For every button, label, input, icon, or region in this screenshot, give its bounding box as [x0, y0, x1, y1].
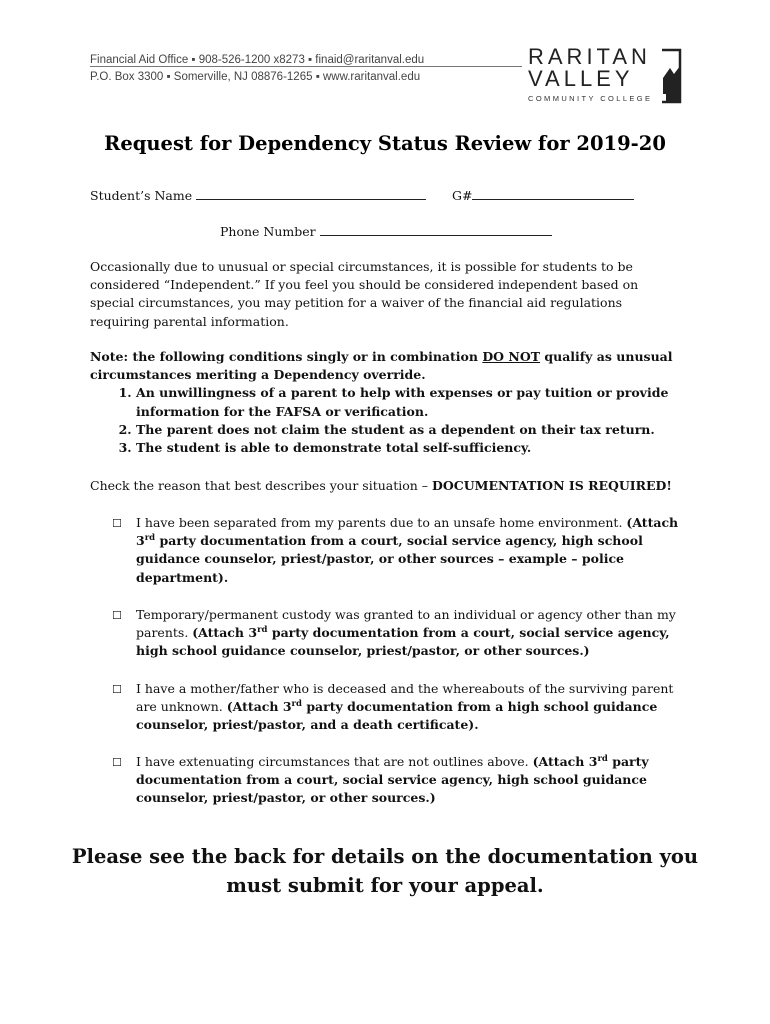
option-text — [136, 680, 682, 735]
ordinal-suffix: rd — [597, 753, 608, 764]
phone-blank[interactable] — [320, 222, 552, 236]
reason-option-deceased-parent — [112, 680, 682, 735]
logo-word-valley: VALLEY — [528, 66, 634, 91]
contact-info — [90, 52, 424, 86]
attach-suffix: party documentation from a court, social service agency, high school guidance counselor, priest/pastor, or other sources.) — [136, 754, 649, 806]
condition-item: 1. An unwillingness of a parent to help with expenses or pay tuition or provide information for the FAFSA or verification. — [136, 384, 680, 420]
page-title: Request for Dependency Status Review for 2019-20 — [104, 132, 666, 155]
mountain-logo-icon — [660, 48, 682, 104]
g-number-field — [452, 186, 634, 203]
condition-item: 3. The student is able to demonstrate total self-sufficiency. — [136, 439, 680, 457]
option-plain-text: I have extenuating circumstances that are not outlines above. — [136, 754, 533, 769]
ordinal-suffix: rd — [291, 699, 302, 710]
checkbox[interactable]: ☐ — [112, 683, 122, 696]
letterhead — [90, 44, 682, 104]
attach-suffix: party documentation from a court, social service agency, high school guidance counselor, priest/pastor, or other sources.) — [136, 625, 670, 659]
note-emphasis: DO NOT — [482, 349, 541, 364]
g-number-label: G# — [452, 188, 473, 203]
option-plain-text: I have been separated from my parents due to an unsafe home environment. — [136, 515, 627, 530]
ordinal-suffix: rd — [144, 533, 156, 544]
conditions-list — [90, 384, 680, 457]
student-name-blank[interactable] — [196, 186, 426, 200]
attach-prefix: (Attach 3 — [226, 699, 292, 715]
attach-suffix: party documentation from a high school guidance counselor, priest/pastor, and a death certificate). — [136, 699, 658, 733]
reason-option-unsafe-home — [112, 514, 682, 587]
checkbox[interactable]: ☐ — [112, 756, 122, 769]
documentation-required: DOCUMENTATION IS REQUIRED! — [432, 478, 672, 493]
option-text — [136, 753, 682, 808]
reason-option-custody — [112, 606, 682, 661]
attach-suffix: party documentation from a court, social service agency, high school guidance counselor, priest/pastor, or other sources – example – police department). — [136, 533, 643, 585]
reason-option-extenuating — [112, 753, 682, 808]
option-plain-text: I have a mother/father who is deceased and the whereabouts of the surviving parent are unknown. — [136, 681, 674, 715]
note-text-end: qualify as unusual circumstances meriting a Dependency override. — [90, 349, 673, 383]
instruction-line — [90, 477, 680, 495]
phone-field — [220, 222, 552, 239]
condition-item: 2. The parent does not claim the student as a dependent on their tax return. — [136, 421, 680, 439]
instruction-text: Check the reason that best describes your situation – — [90, 478, 433, 493]
logo-word-raritan: RARITAN — [528, 44, 651, 69]
closing-notice — [0, 842, 770, 900]
closing-line-2: must submit for your appeal. — [226, 874, 544, 897]
note-text-start: Note: the following conditions singly or in combination — [90, 349, 483, 364]
option-text — [136, 606, 682, 661]
checkbox[interactable]: ☐ — [112, 609, 122, 622]
intro-paragraph: Occasionally due to unusual or special circumstances, it is possible for students to be considered “Independent.” If you feel you should be considered independent based on special circumstances, you may petition for a waiver of the financial aid regulations requiring parental information. — [90, 259, 639, 329]
option-attachment-note — [136, 625, 670, 658]
logo-subtitle: COMMUNITY COLLEGE — [528, 94, 653, 103]
attach-prefix: (Attach 3 — [192, 625, 258, 641]
contact-line-2: P.O. Box 3300 ▪ Somerville, NJ 08876-1265 ▪ www.raritanval.edu — [90, 71, 421, 83]
student-name-label: Student’s Name — [90, 188, 193, 203]
attach-prefix: (Attach 3 — [136, 515, 679, 549]
contact-line-1: Financial Aid Office ▪ 908-526-1200 x8273 ▪ finaid@raritanval.edu — [90, 54, 425, 66]
note-block — [90, 348, 680, 457]
closing-line-1: Please see the back for details on the documentation you — [71, 845, 699, 868]
college-logo — [528, 44, 684, 104]
option-text — [136, 514, 682, 587]
student-name-field — [90, 186, 426, 203]
checkbox[interactable]: ☐ — [112, 517, 122, 530]
header-divider — [90, 66, 522, 67]
note-text — [90, 348, 680, 384]
option-plain-text: Temporary/permanent custody was granted to an individual or agency other than my parents. — [136, 607, 676, 641]
g-number-blank[interactable] — [472, 186, 634, 200]
phone-label: Phone Number — [220, 224, 316, 239]
attach-prefix: (Attach 3 — [532, 754, 598, 769]
ordinal-suffix: rd — [257, 625, 268, 636]
